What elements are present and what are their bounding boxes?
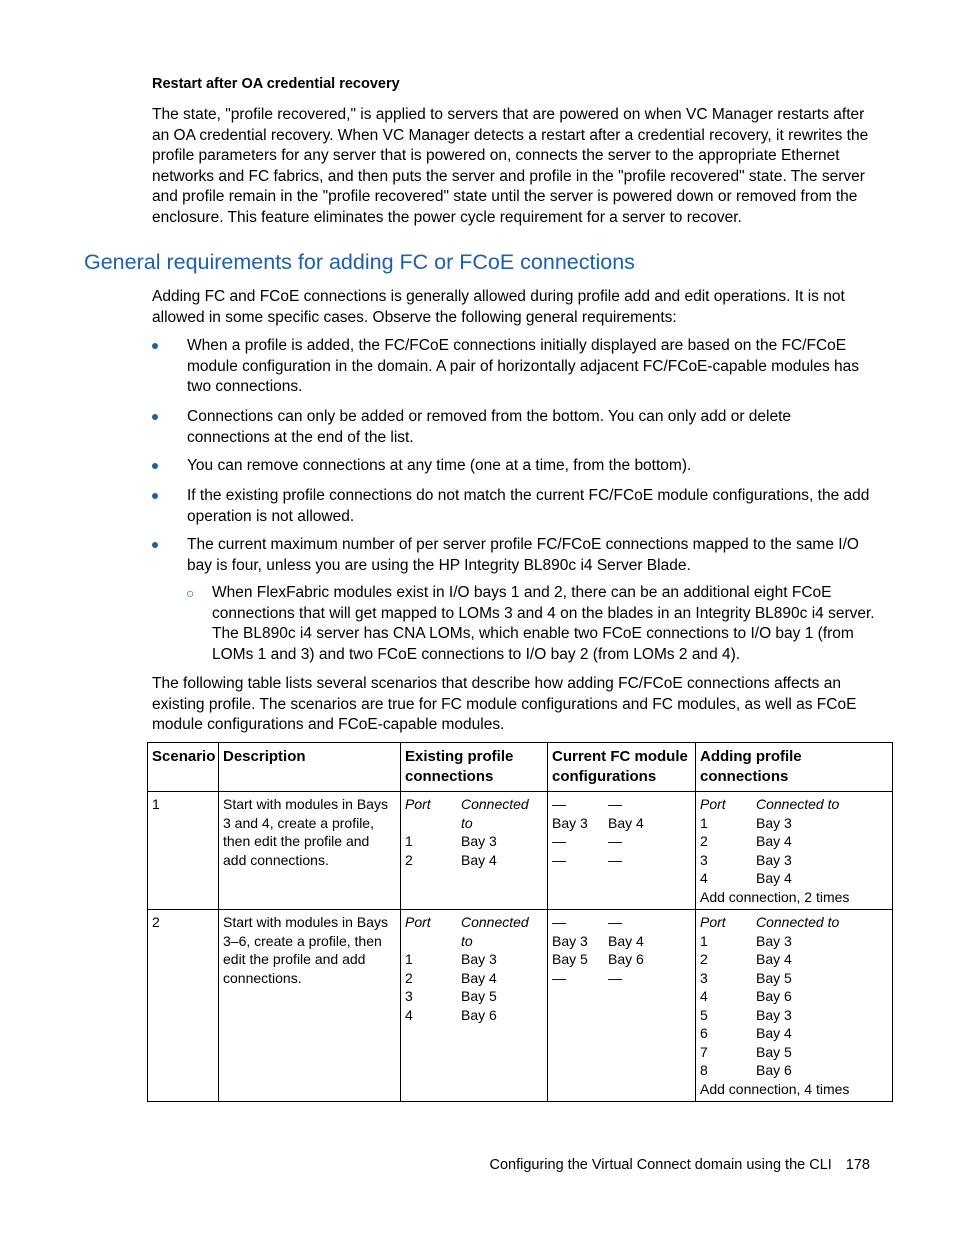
bay-label: Bay 3 <box>461 951 497 967</box>
header-scenario: Scenario <box>148 743 219 792</box>
port-grid <box>700 913 888 1080</box>
port-header: Port <box>700 796 726 812</box>
port-number: 2 <box>700 833 708 849</box>
bullet-text: The current maximum number of per server profile FC/FCoE connections mapped to the same I/O bay is four, unless you are using the HP Integrity BL890c i4 Server Blade. <box>187 536 859 574</box>
port-number: 1 <box>405 951 413 967</box>
modules-cell <box>548 792 696 910</box>
existing-cell <box>401 910 548 1102</box>
module-right: Bay 4 <box>608 932 644 949</box>
bay-label: Bay 5 <box>756 1043 792 1060</box>
page-heading: General requirements for adding FC or FCoE connections <box>84 250 635 274</box>
module-right: — <box>608 914 622 930</box>
module-left: Bay 5 <box>552 951 588 967</box>
bay-label: Bay 3 <box>756 1006 792 1023</box>
bay-label: Bay 5 <box>756 969 792 986</box>
sub-bullet-item <box>186 583 876 665</box>
bullet-dot-icon <box>152 542 158 548</box>
connected-header: Connected to <box>461 796 529 831</box>
module-left: Bay 3 <box>552 814 588 831</box>
port-number: 1 <box>405 833 413 849</box>
header-modules: Current FC module configurations <box>548 743 696 792</box>
port-header: Port <box>405 914 431 930</box>
bullet-dot-icon <box>152 463 158 469</box>
module-right: — <box>608 969 622 986</box>
port-number: 3 <box>405 988 413 1004</box>
module-left: — <box>552 833 566 849</box>
bay-label: Bay 4 <box>461 851 497 868</box>
bay-label: Bay 6 <box>756 1062 792 1078</box>
bullet-dot-icon <box>152 343 158 349</box>
bay-label: Bay 4 <box>756 870 792 886</box>
port-number: 7 <box>700 1043 708 1060</box>
module-right: — <box>608 833 622 849</box>
module-right: — <box>608 796 622 812</box>
scenario-cell: 2 <box>148 910 219 1102</box>
module-left: — <box>552 969 566 986</box>
module-left: — <box>552 851 566 868</box>
table-row <box>148 792 893 910</box>
intro-paragraph: Adding FC and FCoE connections is generally allowed during profile add and edit operations. It is not allowed in some specific cases. Observe the following general requirements: <box>152 288 845 326</box>
section-heading: Restart after OA credential recovery <box>152 76 400 92</box>
bay-label: Bay 6 <box>461 1006 497 1023</box>
table-intro: The following table lists several scenarios that describe how adding FC/FCoE connections affects an existing profile. The scenarios are true for FC module configurations and FC modules, as well as FCoE module configurations and FCoE-capable modules. <box>152 675 857 733</box>
bullet-text: When a profile is added, the FC/FCoE connections initially displayed are based on the FC/FCoE module configuration in the domain. A pair of horizontally adjacent FC/FCoE-capable modules has two connections. <box>187 337 860 395</box>
bay-label: Bay 4 <box>461 969 497 986</box>
module-right: Bay 6 <box>608 951 644 967</box>
sub-bullet-text: When FlexFabric modules exist in I/O bays 1 and 2, there can be an additional eight FCoE connections that will get mapped to LOMs 3 and 4 on the blades in an Integrity BL890c i4 server. The BL890c i4 server has CNA LOMs, which enable two FCoE connections to I/O bay 1 (from LOMs 1 and 3) and two FCoE connections to I/O bay 2 (from LOMs 2 and 4). <box>212 584 875 663</box>
port-number: 6 <box>700 1025 708 1041</box>
description-cell: Start with modules in Bays 3 and 4, create a profile, then edit the profile and add connections. <box>219 792 401 910</box>
port-number: 2 <box>405 851 413 868</box>
table-header-row <box>148 743 893 792</box>
port-number: 2 <box>700 951 708 967</box>
bay-label: Bay 6 <box>756 988 792 1004</box>
port-number: 4 <box>405 1006 413 1023</box>
circle-bullet-icon: ○ <box>186 585 195 601</box>
header-existing: Existing profile connections <box>401 743 548 792</box>
port-number: 8 <box>700 1062 708 1078</box>
connected-header: Connected to <box>756 914 840 930</box>
bay-label: Bay 3 <box>756 851 792 868</box>
bullet-item <box>152 336 872 398</box>
section-body: The state, "profile recovered," is applied to servers that are powered on when VC Manager restarts after an OA credential recovery. When VC Manager detects a restart after a credential recovery, it rewrites the profile parameters for any server that is powered on, connects the server to the appropriate Ethernet networks and FC fabrics, and then puts the server and profile in the "profile recovered" state. The server and profile remain in the "profile recovered" state until the server is powered down or removed from the enclosure. This feature eliminates the power cycle requirement for a server to recover. <box>152 106 869 226</box>
bullet-dot-icon <box>152 493 158 499</box>
add-connection-note: Add connection, 2 times <box>700 888 850 905</box>
port-number: 2 <box>405 969 413 986</box>
port-number: 4 <box>700 870 708 886</box>
module-left: — <box>552 796 566 812</box>
bay-label: Bay 4 <box>756 951 792 967</box>
existing-cell <box>401 792 548 910</box>
add-connection-note: Add connection, 4 times <box>700 1080 850 1097</box>
footer-text: Configuring the Virtual Connect domain using the CLI <box>489 1157 832 1173</box>
scenario-table <box>147 742 893 1102</box>
page-footer <box>489 1157 870 1173</box>
connected-header: Connected to <box>756 796 840 812</box>
port-header: Port <box>700 914 726 930</box>
port-grid <box>405 913 543 1024</box>
bay-label: Bay 5 <box>461 988 497 1004</box>
description-cell: Start with modules in Bays 3–6, create a profile, then edit the profile and add connections. <box>219 910 401 1102</box>
module-left: Bay 3 <box>552 932 588 949</box>
port-number: 1 <box>700 932 708 949</box>
module-grid <box>552 795 691 869</box>
module-right: — <box>608 851 622 868</box>
bullet-text: Connections can only be added or removed from the bottom. You can only add or delete connections at the end of the list. <box>187 408 792 446</box>
adding-cell <box>696 792 893 910</box>
bullet-item <box>152 407 872 448</box>
bay-label: Bay 4 <box>756 833 792 849</box>
page-number: 178 <box>845 1157 870 1173</box>
port-header: Port <box>405 796 431 812</box>
header-adding: Adding profile connections <box>696 743 893 792</box>
connected-header: Connected to <box>461 914 529 949</box>
bullet-item <box>152 535 872 576</box>
bullet-dot-icon <box>152 414 158 420</box>
modules-cell <box>548 910 696 1102</box>
bullet-item <box>152 456 872 477</box>
bay-label: Bay 4 <box>756 1025 792 1041</box>
module-right: Bay 4 <box>608 814 644 831</box>
port-number: 3 <box>700 851 708 868</box>
bullet-item <box>152 486 872 527</box>
port-grid <box>405 795 543 869</box>
bay-label: Bay 3 <box>461 833 497 849</box>
port-number: 3 <box>700 969 708 986</box>
adding-cell <box>696 910 893 1102</box>
bullet-text: If the existing profile connections do not match the current FC/FCoE module configurations, the add operation is not allowed. <box>187 487 870 525</box>
port-number: 1 <box>700 814 708 831</box>
module-left: — <box>552 914 566 930</box>
bay-label: Bay 3 <box>756 932 792 949</box>
module-grid <box>552 913 691 987</box>
port-number: 4 <box>700 988 708 1004</box>
bullet-text: You can remove connections at any time (one at a time, from the bottom). <box>187 457 692 474</box>
bay-label: Bay 3 <box>756 814 792 831</box>
table-row <box>148 910 893 1102</box>
scenario-cell: 1 <box>148 792 219 910</box>
port-grid <box>700 795 888 888</box>
port-number: 5 <box>700 1006 708 1023</box>
header-description: Description <box>219 743 401 792</box>
